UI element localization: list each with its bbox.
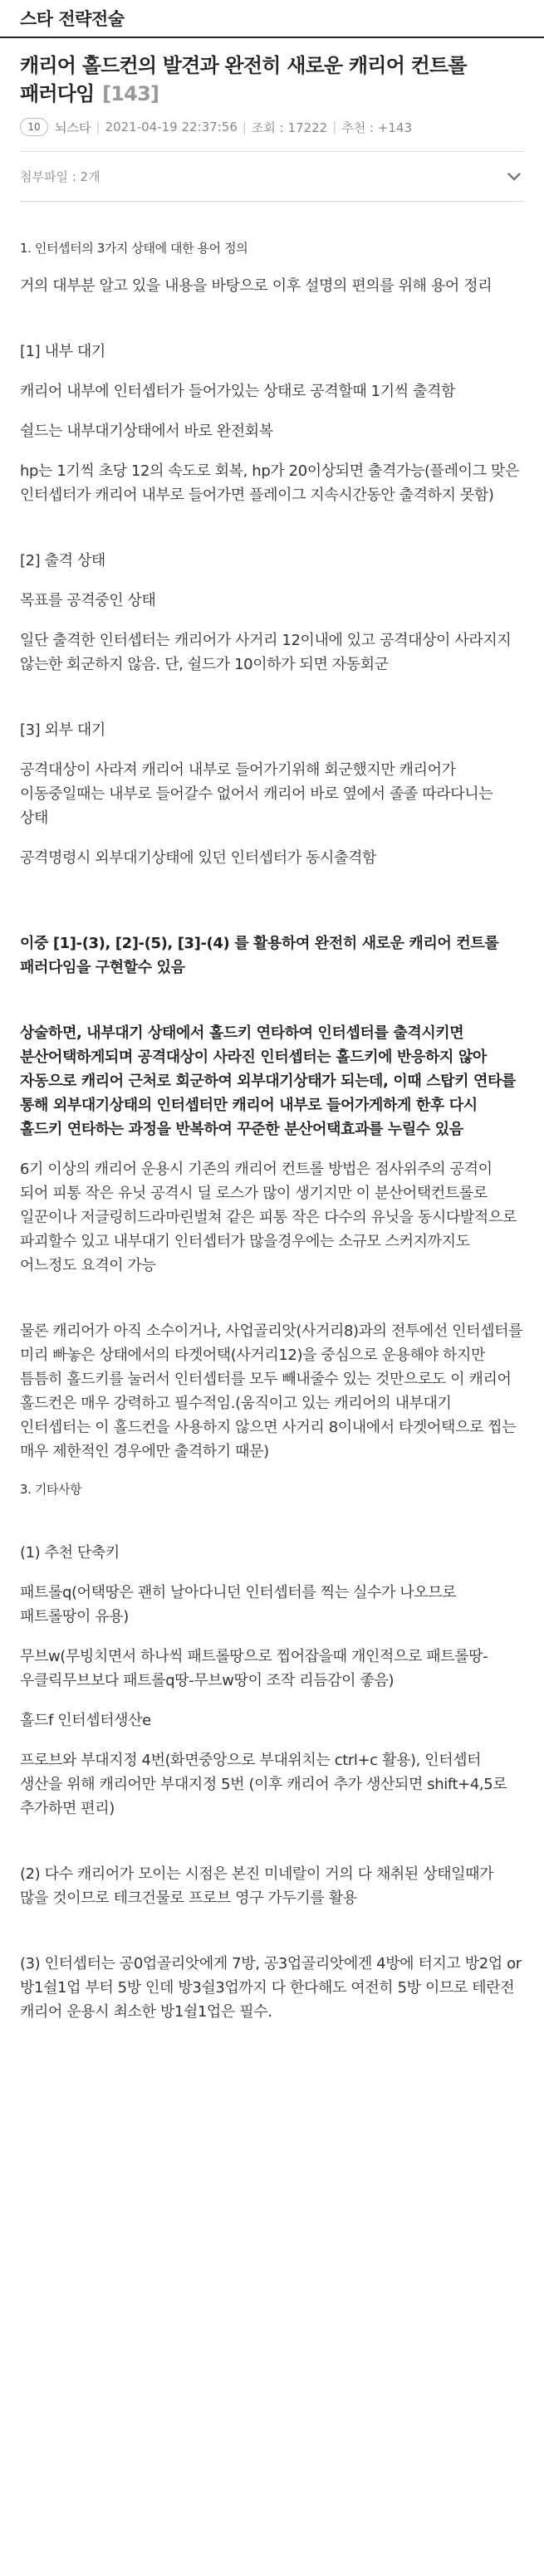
view-count: 조회 : 17222 [251,120,328,135]
paragraph: hp는 1기씩 초당 12의 속도로 회복, hp가 20이상되면 출격가능(플레이그 맞은 인터셉터가 캐리어 내부로 들어가면 플레이그 지속시간동안 출격하지 못함) [20,462,519,504]
post-meta [20,116,524,138]
meta-divider: | [332,120,337,134]
subsection-title: (1) 추천 단축키 [20,1544,120,1562]
paragraph: 무브w(무빙치면서 하나씩 패트롤땅으로 찝어잡을때 개인적으로 패트롤땅-우클릭무브보다 패트롤q땅-무브w땅이 조작 리듬감이 좋음) [20,1648,488,1689]
post-title [20,51,524,108]
recommend-count: 추천 : +143 [341,120,413,135]
board-header [0,0,544,38]
paragraph: 6기 이상의 캐리어 운용시 기존의 캐리어 컨트롤 방법은 점사위주의 공격이 되어 피통 작은 유닛 공격시 딜 로스가 많이 생기지만 이 분산어택컨트롤로 일꾼이나 저글링히드라마린벌쳐 같은 피통 작은 다수의 유닛을 동시다발적으로 파괴할수 있고 내부대기 인터셉터가 많을경우에는 소규모 스커지까지도 어느정도 요격이 가능 [20,1161,517,1274]
level-badge: 10 [20,118,48,136]
paragraph: 쉴드는 내부대기상태에서 바로 완전회복 [20,423,273,440]
paragraph: 목표를 공격중인 상태 [20,592,156,609]
paragraph: 물론 캐리어가 아직 소수이거나, 사업골리앗(사거리8)과의 전투에선 인터셉터를 미리 빠놓은 상태에서의 타겟어택(사거리12)을 중심으로 운용해야 하지만 틈틈히 홀드키를 눌러서 인터셉터를 모두 빼내줄수 있는 것만으로도 이 캐리어 홀드컨은 매우 강력하고 필수적임.(움직이고 있는 캐리어의 내부대기 인터셉터는 이 홀드컨을 사용하지 않으면 사거리 8이내에서 타겟어택으로 찝는 매우 제한적인 경우에만 출격하기 때문) [20,1322,523,1460]
bold-paragraph [20,931,524,980]
comment-count[interactable]: [143] [102,82,159,105]
author-name[interactable]: 뇌스타 [55,120,91,135]
post-content [0,202,544,2065]
section-heading: 3. 기타사항 [20,1482,82,1497]
post-date: 2021-04-19 22:37:56 [105,120,238,134]
paragraph: 패트롤q(어택땅은 괜히 날아다니던 인터셉터를 찍는 실수가 나오므로 패트롤땅이 유용) [20,1584,457,1625]
attachments-label: 첨부파일 : 2개 [20,169,100,184]
post-header [0,38,544,138]
bold-text: 상술하면, 내부대기 상태에서 홀드키 연타하여 인터셉터를 출격시키면 분산어택하게되며 공격대상이 사라진 인터셉터는 홀드키에 반응하지 않아 자동으로 캐리어 근처로 회군하여 외부대기상태가 되는데, 이때 스탑키 연타를 통해 외부대기상태의 인터셉터만 캐리어 내부로 들어가게하게 한후 다시 홀드키 연타하는 과정을 반복하여 꾸준한 분산어택효과를 누릴수 있음 [20,1024,516,1138]
paragraph: 홀드f 인터셉터생산e [20,1712,151,1729]
bold-paragraph [20,1021,524,1141]
subsection-title: [3] 외부 대기 [20,721,105,739]
paragraph: 공격명령시 외부대기상태에 있던 인터셉터가 동시출격함 [20,849,376,867]
meta-divider: | [242,120,247,134]
paragraph: 일단 출격한 인터셉터는 캐리어가 사거리 12이내에 있고 공격대상이 사라지지 않는한 회군하지 않음. 단, 쉴드가 10이하가 되면 자동회군 [20,632,512,673]
subsection-title: [2] 출격 상태 [20,552,105,569]
meta-divider: | [96,120,100,134]
post-title-text: 캐리어 홀드컨의 발견과 완전히 새로운 캐리어 컨트롤 패러다임 [20,54,467,105]
paragraph: 공격대상이 사라져 캐리어 내부로 들어가기위해 회군했지만 캐리어가 이동중일때는 내부로 들어갈수 없어서 캐리어 바로 옆에서 졸졸 따라다니는 상태 [20,761,493,827]
paragraph: 거의 대부분 알고 있을 내용을 바탕으로 이후 설명의 편의를 위해 용어 정리 [20,277,493,295]
paragraph: (3) 인터셉터는 공0업골리앗에게 7방, 공3업골리앗에겐 4방에 터지고 방2업 or 방1쉴1업 부터 5방 인데 방3쉴3업까지 다 한다해도 여전히 5방 이므로 테란전 캐리어 운용시 최소한 방1쉴1업은 필수. [20,1955,522,2021]
board-title[interactable]: 스타 전략전술 [20,9,125,29]
section-heading: 1. 인터셉터의 3가지 상태에 대한 용어 정의 [20,241,248,256]
paragraph: 캐리어 내부에 인터셉터가 들어가있는 상태로 공격할때 1기씩 출격함 [20,383,455,400]
bold-text: 이중 [1]-(3), [2]-(5), [3]-(4) 를 활용하여 완전히 새로운 캐리어 컨트롤 패러다임을 구현할수 있음 [20,935,499,976]
paragraph: 프로브와 부대지정 4번(화면중앙으로 부대위치는 ctrl+c 활용), 인터셉터 생산을 위해 캐리어만 부대지정 5번 (이후 캐리어 추가 생산되면 shift+4,5로 추가하면 편리) [20,1752,507,1817]
paragraph: (2) 다수 캐리어가 모이는 시점은 본진 미네랄이 거의 다 채취된 상태일때가 많을 것이므로 테크건물로 프로브 영구 가두기를 활용 [20,1865,494,1907]
chevron-down-icon[interactable] [504,167,524,187]
attachments-bar[interactable] [20,152,524,202]
subsection-title: [1] 내부 대기 [20,343,105,360]
